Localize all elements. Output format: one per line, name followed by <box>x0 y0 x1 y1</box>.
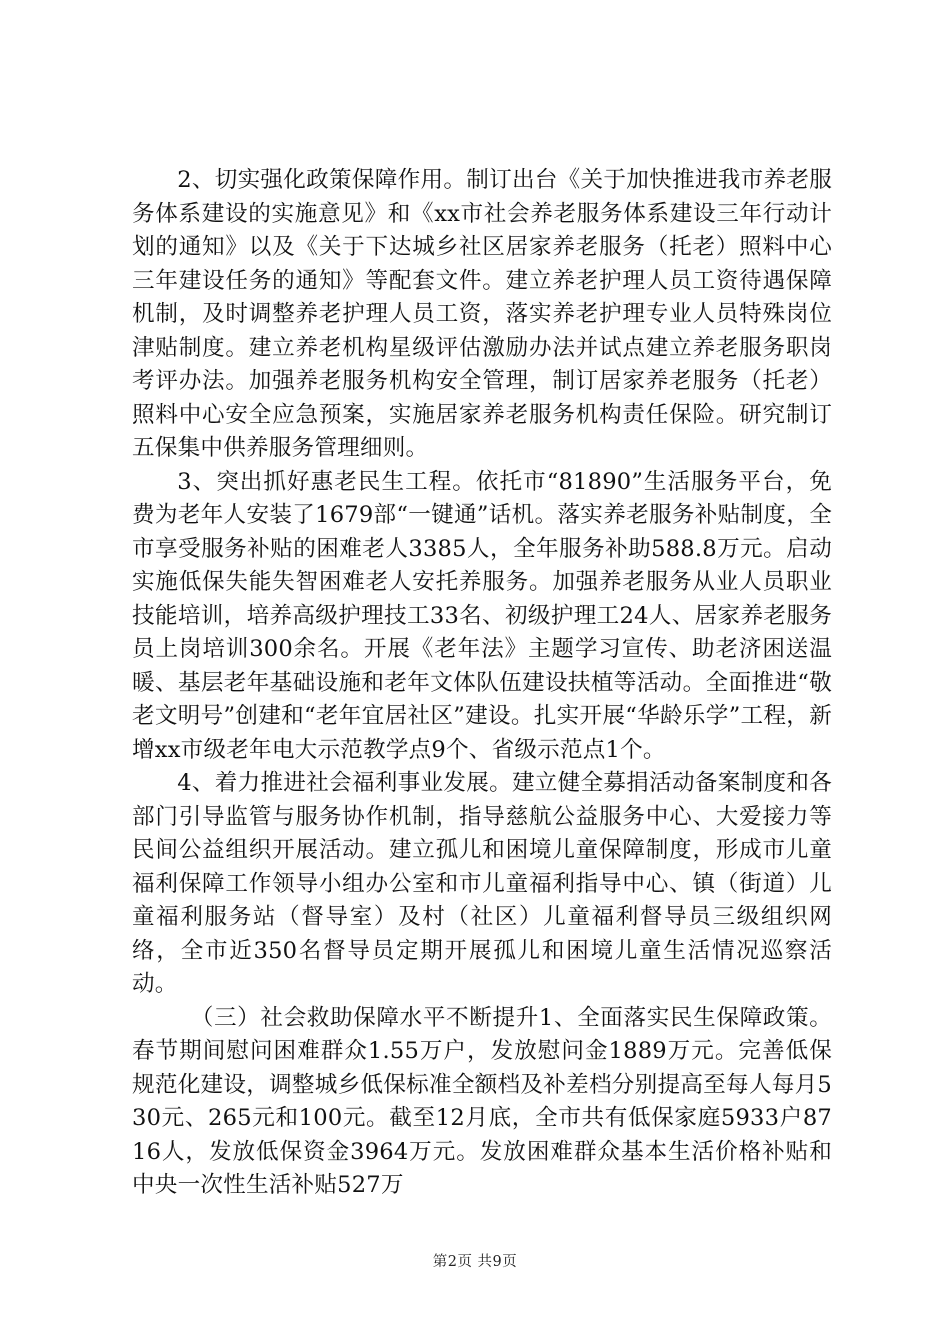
paragraph-elderly-welfare-project: 3、突出抓好惠老民生工程。依托市“81890”生活服务平台，免费为老年人安装了1679部“一键通”话机。落实养老服务补贴制度，全市享受服务补贴的困难老人3385人，全年服务补助588.8万元。启动实施低保失能失智困难老人安托养服务。加强养老服务从业人员职业技能培训，培养高级护理技工33名、初级护理工24人、居家养老服务员上岗培训300余名。开展《老年法》主题学习宣传、助老济困送温暖、基层老年基础设施和老年文体队伍建设扶植等活动。全面推进“敬老文明号”创建和“老年宜居社区”建设。扎实开展“华龄乐学”工程，新增xx市级老年电大示范教学点9个、省级示范点1个。 <box>132 468 833 763</box>
document-body <box>132 164 832 1203</box>
paragraph-social-welfare: 4、着力推进社会福利事业发展。建立健全募捐活动备案制度和各部门引导监管与服务协作机制，指导慈航公益服务中心、大爱接力等民间公益组织开展活动。建立孤儿和困境儿童保障制度，形成市儿童福利保障工作领导小组办公室和市儿童福利指导中心、镇（街道）儿童福利服务站（督导室）及村（社区）儿童福利督导员三级组织网络，全市近350名督导员定期开展孤儿和困境儿童生活情况巡察活动。 <box>132 770 832 997</box>
page-number-footer: 第2页 共9页 <box>432 1254 518 1270</box>
paragraph-social-assistance: （三）社会救助保障水平不断提升1、全面落实民生保障政策。春节期间慰问困难群众1.55万户，发放慰问金1889万元。完善低保规范化建设，调整城乡低保标准全额档及补差档分别提高至每人每月530元、265元和100元。截至12月底，全市共有低保家庭5933户8716人，发放低保资金3964万元。发放困难群众基本生活价格补贴和中央一次性生活补贴527万 <box>132 1004 832 1198</box>
paragraph-policy-guarantee: 2、切实强化政策保障作用。制订出台《关于加快推进我市养老服务体系建设的实施意见》和《xx市社会养老服务体系建设三年行动计划的通知》以及《关于下达城乡社区居家养老服务（托老）照料中心三年建设任务的通知》等配套文件。建立养老护理人员工资待遇保障机制，及时调整养老护理人员工资，落实养老护理专业人员特殊岗位津贴制度。建立养老机构星级评估激励办法并试点建立养老服务职岗考评办法。加强养老服务机构安全管理，制订居家养老服务（托老）照料中心安全应急预案，实施居家养老服务机构责任保险。研究制订五保集中供养服务管理细则。 <box>132 167 832 461</box>
